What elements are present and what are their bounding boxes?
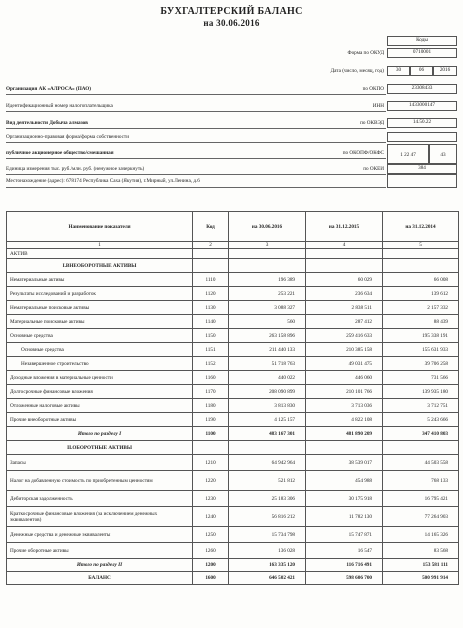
activity-underline [6,128,386,129]
row-value-2015-12: 49 031 475 [306,357,383,371]
row-value-2016-06: 4 125 157 [229,413,306,427]
okopf-label: по ОКОПФ/ОКФС [342,150,384,156]
row-name: Прочие оборотные активы [7,543,193,559]
row-value-2016-06: 56 816 212 [229,507,306,527]
table-row [7,329,459,343]
column-header-2015-12: на 31.12.2015 [306,212,383,242]
row-name: Налог на добавленную стоимость по приобретенным ценностям [7,471,193,491]
balance-total-row [7,572,459,585]
row-code: 1220 [193,471,229,491]
okud-label: Форма по ОКУД [347,50,384,56]
row-value-2016-06: 646 502 421 [229,572,306,585]
row-value-2014-12: 39 706 258 [383,357,459,371]
row-value-2016-06: 253 221 [229,287,306,301]
row-value-2016-06: 483 167 301 [229,427,306,441]
row-value-2014-12: 5 243 666 [383,413,459,427]
row-name: Основные средства [7,343,193,357]
table-row [7,343,459,357]
row-value-2014-12: 347 410 803 [383,427,459,441]
row-value-2015-12: 30 175 918 [306,491,383,507]
table-row [7,273,459,287]
section-heading-row [7,259,459,273]
row-name: Нематериальные активы [7,273,193,287]
row-code: 1151 [193,343,229,357]
row-name: Результаты исследований и разработок [7,287,193,301]
legal-form-value-underline [6,158,386,159]
column-number: 4 [306,242,383,249]
document-date: на 30.06.2016 [203,18,260,28]
row-name: АКТИВ [7,249,193,259]
row-value-2016-06: 25 183 306 [229,491,306,507]
row-value-2015-12 [306,441,383,455]
row-value-2015-12: 3 713 036 [306,399,383,413]
row-code: 1160 [193,371,229,385]
row-value-2015-12: 16 547 [306,543,383,559]
inn-underline [6,111,386,112]
address-code-blank [387,174,457,188]
date-day: 30 [387,66,410,76]
organization-underline [6,94,386,95]
table-row [7,287,459,301]
legal-form-code-blank [387,132,457,142]
row-value-2015-12: 454 988 [306,471,383,491]
subtotal-row [7,559,459,572]
subtotal-row [7,427,459,441]
okopf-code: 1 22 47 [387,144,429,164]
row-code: 1140 [193,315,229,329]
row-value-2016-06: 263 158 896 [229,329,306,343]
row-code: 1260 [193,543,229,559]
table-row [7,301,459,315]
row-code: 1130 [193,301,229,315]
table-row [7,455,459,471]
codes-label: Коды [387,36,457,46]
row-code: 1100 [193,427,229,441]
row-value-2015-12: 15 747 871 [306,527,383,543]
inn-label: Идентификационный номер налогоплательщика [6,103,113,109]
okpo-label: по ОКПО [362,86,384,92]
column-number: 3 [229,242,306,249]
row-value-2016-06: 3 813 830 [229,399,306,413]
date-label: Дата (число, месяц, год) [330,68,384,74]
column-header-code: Код [193,212,229,242]
row-value-2016-06: 136 028 [229,543,306,559]
row-value-2016-06: 64 942 964 [229,455,306,471]
row-value-2014-12: 139 935 180 [383,385,459,399]
row-value-2015-12: 11 782 130 [306,507,383,527]
row-code: 1240 [193,507,229,527]
row-value-2014-12: 500 991 914 [383,572,459,585]
section-heading: II.ОБОРОТНЫЕ АКТИВЫ [7,441,193,455]
table-row [7,249,459,259]
row-code: 1152 [193,357,229,371]
row-code: 1600 [193,572,229,585]
row-value-2015-12: 116 716 491 [306,559,383,572]
row-code: 1150 [193,329,229,343]
row-code: 1250 [193,527,229,543]
row-name: Основные средства [7,329,193,343]
column-number-row [7,242,459,249]
okfs-code: 43 [429,144,457,164]
row-value-2014-12 [383,441,459,455]
row-name: Материальные поисковые активы [7,315,193,329]
row-value-2014-12: 14 165 326 [383,527,459,543]
row-value-2015-12: 210 101 766 [306,385,383,399]
row-value-2014-12: 77 264 903 [383,507,459,527]
table-row [7,491,459,507]
table-row [7,399,459,413]
row-name: Долгосрочные финансовые вложения [7,385,193,399]
row-value-2016-06: 51 718 763 [229,357,306,371]
row-value-2014-12: 768 133 [383,471,459,491]
okud-code: 0710001 [387,48,457,58]
row-value-2015-12: 210 385 158 [306,343,383,357]
row-value-2014-12 [383,259,459,273]
okpo-code: 23308433 [387,84,457,94]
okei-label: по ОКЕИ [363,166,384,172]
balance-table [6,211,459,585]
activity-label: Вид деятельности Добыча алмазов [6,120,88,126]
row-code: 1180 [193,399,229,413]
row-value-2016-06: 15 734 798 [229,527,306,543]
row-value-2016-06: 521 812 [229,471,306,491]
table-header-row [7,212,459,242]
row-name: Незавершенное строительство [7,357,193,371]
column-number: 1 [7,242,193,249]
legal-form-underline [6,142,386,143]
document-title: БУХГАЛТЕРСКИЙ БАЛАНС [160,6,303,17]
row-value-2014-12: 731 566 [383,371,459,385]
row-name: Денежные средства и денежные эквиваленты [7,527,193,543]
column-header-name: Наименование показателя [7,212,193,242]
row-code: 1110 [193,273,229,287]
row-value-2014-12 [383,249,459,259]
row-code: 1170 [193,385,229,399]
legal-form-value: публичное акционерное общество/смешанная [6,150,114,156]
row-value-2014-12: 139 612 [383,287,459,301]
row-code [193,259,229,273]
inn-code: 1433000147 [387,101,457,111]
row-value-2015-12: 4 822 108 [306,413,383,427]
row-name: Отложенные налоговые активы [7,399,193,413]
okved-code: 14.50.22 [387,118,457,128]
row-name: Итого по разделу I [7,427,193,441]
row-value-2014-12: 153 581 111 [383,559,459,572]
column-header-2014-12: на 31.12.2014 [383,212,459,242]
row-value-2016-06: 196 389 [229,273,306,287]
row-name: Итого по разделу II [7,559,193,572]
table-row [7,543,459,559]
row-value-2015-12 [306,259,383,273]
row-name: Доходные вложения в материальные ценности [7,371,193,385]
row-code: 1190 [193,413,229,427]
row-value-2016-06: 3 088 327 [229,301,306,315]
row-value-2016-06 [229,249,306,259]
row-value-2015-12: 60 029 [306,273,383,287]
row-code: 1230 [193,491,229,507]
date-year: 2016 [433,66,457,76]
table-row [7,527,459,543]
row-value-2015-12: 38 539 017 [306,455,383,471]
row-code [193,441,229,455]
row-value-2016-06 [229,259,306,273]
row-value-2015-12: 481 890 209 [306,427,383,441]
row-value-2014-12: 195 338 191 [383,329,459,343]
date-month: 06 [410,66,433,76]
row-value-2015-12: 236 634 [306,287,383,301]
section-heading-row [7,441,459,455]
column-number: 2 [193,242,229,249]
row-value-2014-12: 44 503 558 [383,455,459,471]
row-name: Запасы [7,455,193,471]
legal-form-label: Организационно-правовая форма/форма собственности [6,134,129,140]
column-header-2016-06: на 30.06.2016 [229,212,306,242]
okved-label: по ОКВЭД [360,120,384,126]
row-value-2016-06: 163 335 120 [229,559,306,572]
column-number: 5 [383,242,459,249]
row-value-2016-06: 211 440 133 [229,343,306,357]
row-name: Прочие внеоборотные активы [7,413,193,427]
row-value-2014-12: 66 008 [383,273,459,287]
row-value-2016-06 [229,441,306,455]
row-name: Краткосрочные финансовые вложения (за исключением денежных эквивалентов) [7,507,193,527]
row-value-2014-12: 88 439 [383,315,459,329]
section-heading: I.ВНЕОБОРОТНЫЕ АКТИВЫ [7,259,193,273]
row-name: Дебиторская задолженность [7,491,193,507]
row-value-2016-06: 560 [229,315,306,329]
row-name: Нематериальные поисковые активы [7,301,193,315]
address-label: Местонахождение (адрес): 678174 Республика Саха (Якутия), г.Мирный, ул.Ленина, д.6 [6,178,200,184]
table-row [7,385,459,399]
row-value-2014-12: 16 795 421 [383,491,459,507]
table-row [7,371,459,385]
unit-underline [6,174,386,175]
row-value-2015-12: 259 416 633 [306,329,383,343]
row-value-2016-06: 208 090 899 [229,385,306,399]
unit-label: Единица измерения тыс. руб./млн. руб. (ненужное зачеркнуть) [6,166,145,172]
row-value-2015-12 [306,249,383,259]
row-value-2015-12: 598 606 700 [306,572,383,585]
row-value-2014-12: 3 712 751 [383,399,459,413]
inn-short-label: ИНН [372,103,384,109]
table-row [7,357,459,371]
table-row [7,315,459,329]
row-value-2014-12: 155 631 933 [383,343,459,357]
row-code: 1120 [193,287,229,301]
row-code [193,249,229,259]
table-row [7,471,459,491]
row-code: 1200 [193,559,229,572]
row-value-2015-12: 2 838 511 [306,301,383,315]
row-name: БАЛАНС [7,572,193,585]
row-code: 1210 [193,455,229,471]
row-value-2015-12: 287 412 [306,315,383,329]
address-underline [6,187,386,188]
row-value-2014-12: 83 568 [383,543,459,559]
table-row [7,507,459,527]
table-row [7,413,459,427]
okei-code: 384 [387,164,457,174]
row-value-2016-06: 440 022 [229,371,306,385]
row-value-2015-12: 446 060 [306,371,383,385]
organization-label: Организация АК «АЛРОСА» (ПАО) [6,86,91,92]
row-value-2014-12: 2 157 332 [383,301,459,315]
